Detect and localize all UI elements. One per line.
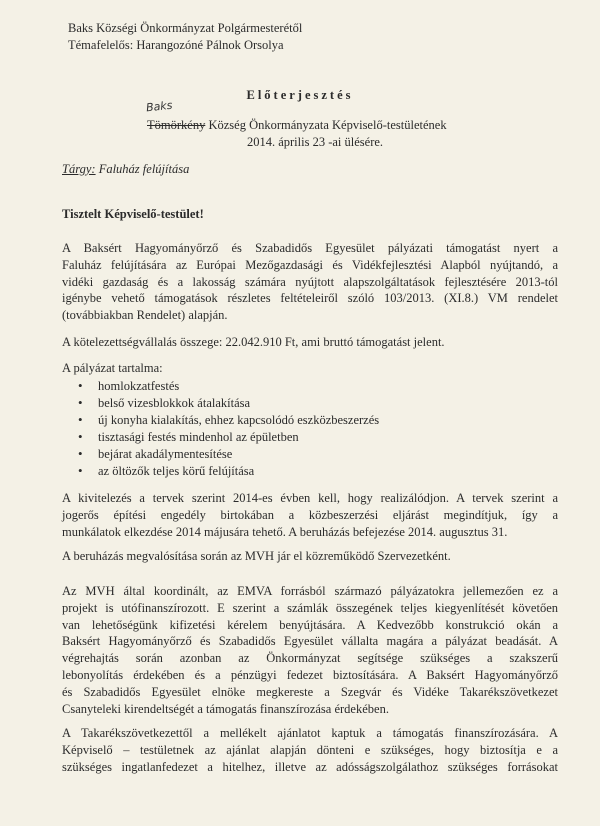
subject-line [62,162,189,177]
text-line: A Takarékszövetkezettől a mellékelt ajánlatot kaptuk a támogatás finanszírozására. A [62,726,558,740]
subject-label: Tárgy: [62,162,96,176]
text-line: (továbbiakban Rendelet) alapján. [62,308,228,323]
subject-text: Faluház felújítása [98,162,190,176]
text-line: igénybe vehető támogatások részletes feltételeiről szóló 103/2013. (XI.8.) VM rendelet [62,291,558,306]
handwritten-correction: Baks [145,98,173,115]
list-item: • belső vizesblokkok átalakítása [78,395,379,412]
paragraph-1 [62,240,558,324]
text-line: A kötelezettségvállalás összege: 22.042.910 Ft, ami bruttó támogatást jelent. [62,335,445,349]
greeting: Tisztelt Képviselő-testület! [62,207,204,221]
content-list [78,378,379,479]
text-line: A beruházás megvalósítása során az MVH jár el közreműködő Szervezetként. [62,549,451,563]
responsible-line: Témafelelős: Harangozóné Pálnok Orsolya [68,38,284,52]
text-line: vidéki gazdaság és a lakosság számára nyújtott alapszolgáltatások fejlesztésére 2013-tól [62,274,558,289]
list-item: • az öltözők teljes körű felújítása [78,463,379,480]
paragraph-5 [62,583,558,717]
text-line: végrehajtás során azonban az Önkormányzat segítsége szükséges a szakszerű [62,651,558,666]
list-intro [62,360,558,377]
paragraph-4 [62,548,558,565]
text-line: jogerős építési engedély birtokában a közbeszerzési eljárást megindítjuk, így a [62,507,558,522]
list-item: • tisztasági festés mindenhol az épületben [78,429,379,446]
text-line: lebonyolítás érdekében és a pénzügyi fedezet biztosítására. A Baksért Hagyományőrző [62,667,558,682]
text-line: A kivitelezés a tervek szerint 2014-es évben kell, hogy realizálódjon. A tervek szerint a [62,491,558,505]
text-line: Az MVH által koordinált, az EMVA forrásból származó pályázatokra jellemezően ez a [62,584,558,598]
text-line: Faluház felújítására az Európai Mezőgazdasági és Vidékfejlesztési Alapból nyújtandó, a [62,257,558,272]
letter-header [68,20,302,54]
text-line: van lehetőségünk kifizetési kérelem benyújtására. A Kedvezőbb konstrukció okán a [62,617,558,632]
struck-municipality: Tömörkény [147,118,206,132]
text-line: Csanyteleki kirendeltségét a támogatás finanszírozása érdekében. [62,701,389,716]
addressee-text: Község Önkormányzata Képviselő-testületének [208,118,447,132]
text-line: projekt is utófinanszírozott. E szerint a számlák összegének teljes kiegyenlítését követően [62,600,558,615]
text-line: Képviselő – testületnek az ajánlat alapján dönteni e szükséges, hogy biztosítja e a [62,742,558,757]
list-item: • új konyha kialakítás, ehhez kapcsolódó eszközbeszerzés [78,412,379,429]
text-line: Baksért Hagyományőrző és Szabadidős Egyesület vállalta magára a pályázat beadását. A [62,634,558,649]
text-line: A pályázat tartalma: [62,361,163,375]
list-item: • bejárat akadálymentesítése [78,446,379,463]
list-item: • homlokzatfestés [78,378,379,395]
text-line: munkálatok elkezdése 2014 májusára tehető. A beruházás befejezése 2014. augusztus 31. [62,524,508,539]
meeting-date: 2014. április 23 -ai ülésére. [246,135,384,149]
paragraph-6 [62,725,558,775]
sender-line: Baks Községi Önkormányzat Polgármesterétől [68,21,303,35]
text-line: és Szabadidős Egyesület elnöke megkereste a Szegvár és Vidéke Takarékszövetkezet [62,684,558,699]
text-line: A Baksért Hagyományőrző és Szabadidős Egyesület pályázati támogatást nyert a [62,241,558,255]
addressee-line [147,118,447,133]
text-line: szükséges ingatlanfedezet a hitelhez, illetve az adósságszolgálathoz szükséges forrásokat [62,759,558,774]
paragraph-3 [62,490,558,540]
paragraph-2 [62,334,558,351]
document-title: Előterjesztés [246,88,354,102]
